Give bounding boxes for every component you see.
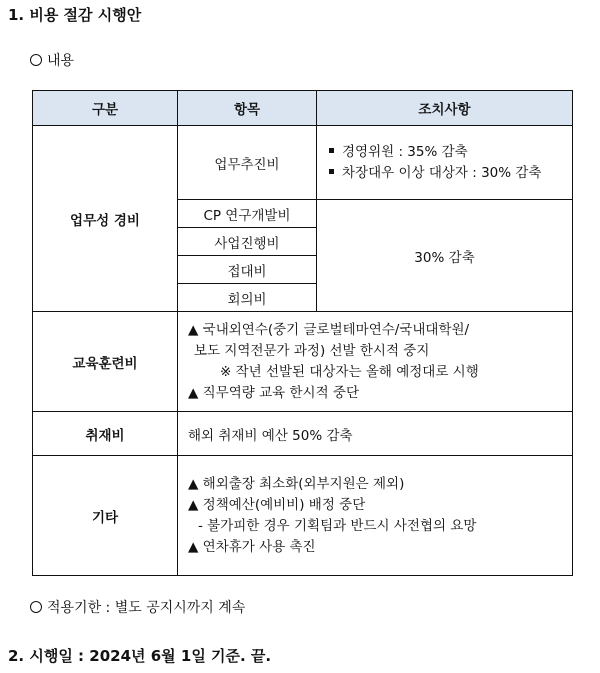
measure-promotion-expense: [317, 126, 573, 200]
category-business-expense: 업무성 경비: [33, 126, 178, 312]
training-note: ※ 작년 선발된 대상자는 올해 예정대로 시행: [220, 363, 479, 380]
item-entertainment-expense: 접대비: [178, 256, 317, 284]
table-row: [33, 456, 573, 576]
header-item: 항목: [178, 91, 317, 126]
training-line-4: ▲ 직무역량 교육 한시적 중단: [188, 384, 359, 401]
list-item: 차장대우 이상 대상자 : 30% 감축: [327, 163, 572, 184]
item-rnd-expense: CP 연구개발비: [178, 200, 317, 228]
item-meeting-expense: 회의비: [178, 284, 317, 312]
header-measure: 조치사항: [317, 91, 573, 126]
other-line-2: ▲ 정책예산(예비비) 배정 중단: [188, 496, 366, 513]
training-line-1: ▲ 국내외연수(중기 글로벌테마연수/국내대학원/: [188, 321, 470, 338]
measure-coverage: 해외 취재비 예산 50% 감축: [178, 412, 573, 456]
section-heading-2: 2. 시행일 : 2024년 6월 1일 기준. 끝.: [8, 647, 272, 665]
table-row: [33, 312, 573, 412]
measure-other-business: 30% 감축: [317, 200, 573, 312]
period-subheading: [30, 597, 245, 617]
list-item: 경영위원 : 35% 감축: [327, 142, 572, 163]
other-line-1: ▲ 해외출장 최소화(외부지원은 제외): [188, 475, 405, 492]
measure-training: [178, 312, 573, 412]
item-promotion-expense: 업무추진비: [178, 126, 317, 200]
training-line-2: 보도 지역전문가 과정) 선발 한시적 중지: [194, 342, 430, 359]
table-header-row: [33, 91, 573, 126]
square-bullet-icon: [329, 148, 334, 153]
hollow-circle-icon: [30, 54, 42, 66]
table-row: [33, 412, 573, 456]
cost-reduction-table: [32, 90, 573, 576]
square-bullet-icon: [329, 169, 334, 174]
header-category: 구분: [33, 91, 178, 126]
period-label: 적용기한 : 별도 공지시까지 계속: [47, 600, 246, 616]
other-line-4: ▲ 연차휴가 사용 촉진: [188, 538, 316, 555]
category-training: 교육훈련비: [33, 312, 178, 412]
other-line-3: - 불가피한 경우 기획팀과 반드시 사전협의 요망: [198, 517, 477, 534]
hollow-circle-icon: [30, 601, 42, 613]
category-coverage: 취재비: [33, 412, 178, 456]
section-heading-1: 1. 비용 절감 시행안: [8, 6, 142, 24]
item-project-expense: 사업진행비: [178, 228, 317, 256]
content-label: 내용: [47, 53, 75, 69]
measure-other: [178, 456, 573, 576]
content-subheading: [30, 50, 74, 70]
table-row: [33, 126, 573, 200]
category-other: 기타: [33, 456, 178, 576]
